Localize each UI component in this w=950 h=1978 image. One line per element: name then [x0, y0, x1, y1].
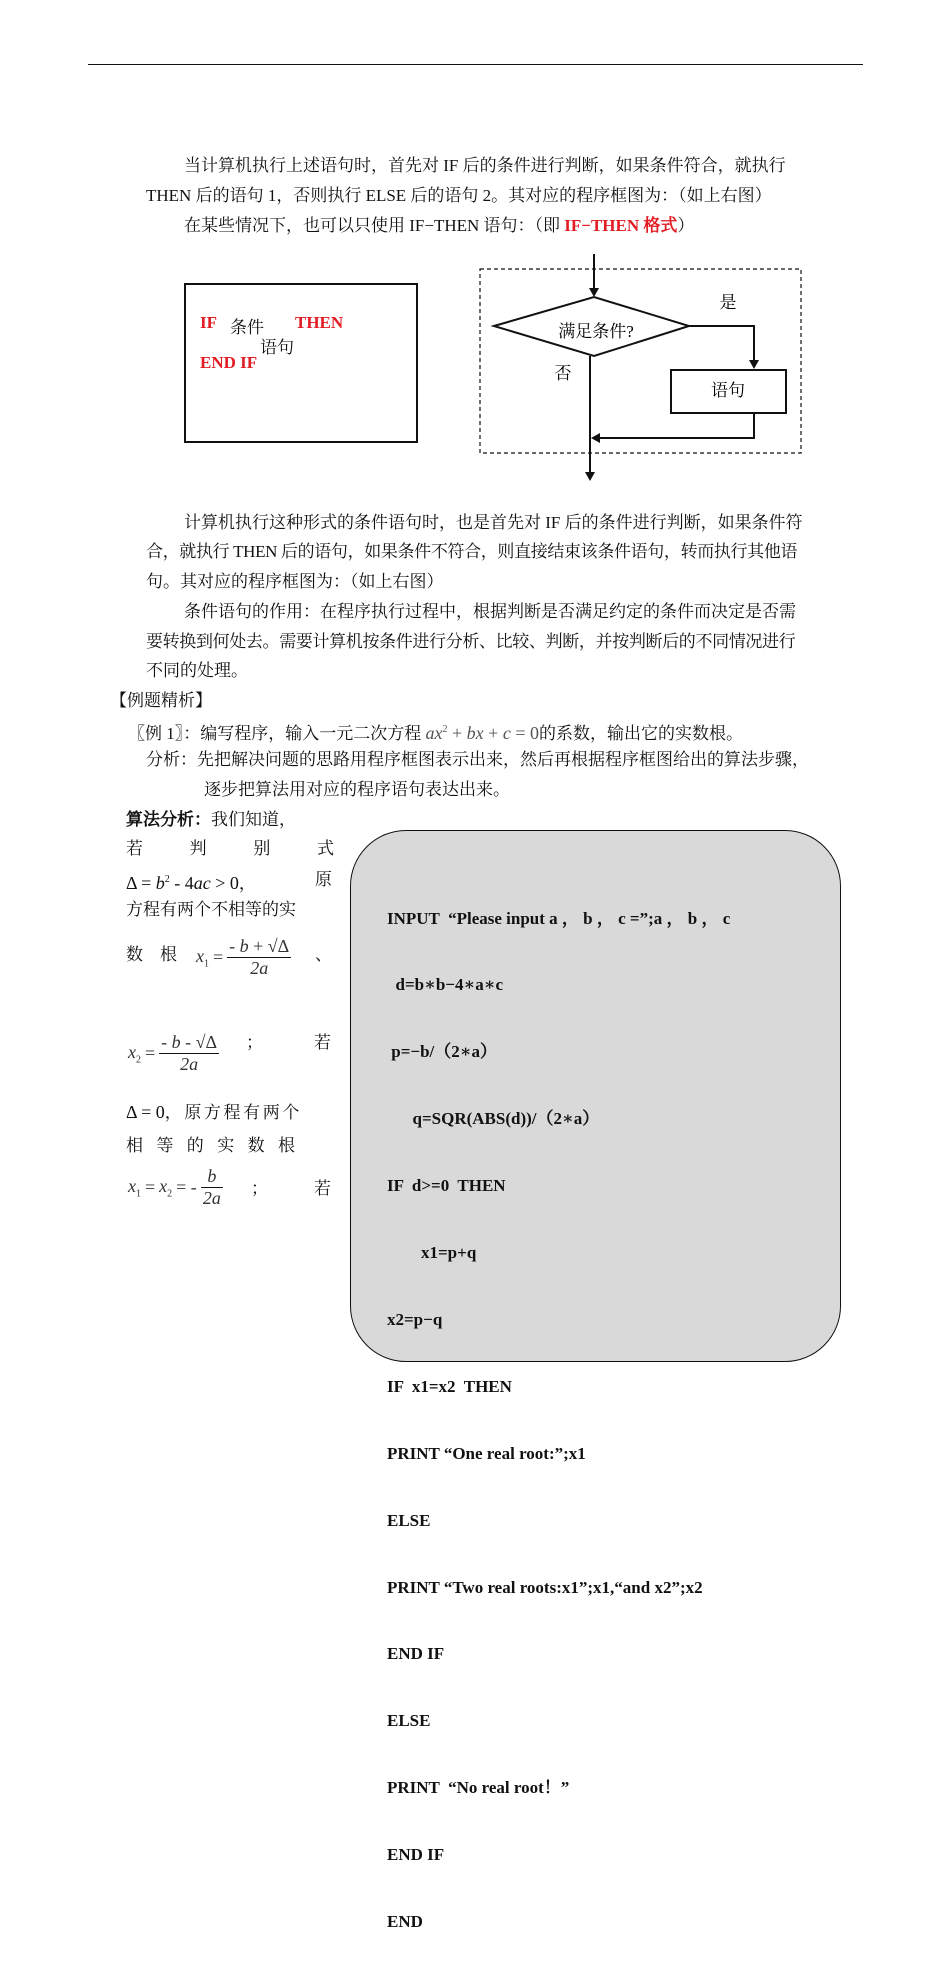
- header-rule: [88, 64, 863, 65]
- root-x2-formula: $x_2$ = $\frac{- b - √\Delta}{2a}$: [128, 1032, 218, 1074]
- algo-title: 算法分析：: [126, 810, 211, 829]
- yes-branch-line: [689, 326, 754, 366]
- analysis-line-1: 分析：先把解决问题的思路用程序框图表示出来，然后再根据程序框图给出的算法步骤，: [146, 750, 809, 769]
- code-line: IF x1=x2 THEN: [387, 1376, 512, 1396]
- root-x1-formula: $x_1$ = $\frac{- b + √\Delta}{2a}$: [196, 936, 290, 978]
- code-line: PRINT “Two real roots:x1”;x1,“and x2”;x2: [387, 1577, 703, 1597]
- code-line: x1=p+q: [387, 1243, 477, 1263]
- entry-arrowhead: [589, 288, 599, 297]
- word-shi: 式: [316, 839, 334, 858]
- algo-title-line: [126, 805, 296, 835]
- exit-arrowhead: [585, 472, 595, 481]
- if-then-format-highlight: IF−THEN 格式: [564, 216, 678, 235]
- algo-line-3: 方程有两个不相等的实: [126, 900, 296, 919]
- no-label: 否: [554, 364, 572, 383]
- paragraph-4-line-3: 不同的处理。: [146, 661, 248, 680]
- statement-label: 语句: [260, 338, 294, 357]
- word-bie: 别: [253, 839, 271, 858]
- code-listing: [387, 863, 730, 1978]
- paragraph-4-line-1: 条件语句的作用：在程序执行过程中，根据判断是否满足约定的条件而决定是否需: [184, 602, 796, 621]
- word-ruo: 若: [126, 839, 143, 858]
- paragraph-1-line-2: THEN 后的语句 1，否则执行 ELSE 后的语句 2。其对应的程序框图为：（如上右图）: [146, 186, 772, 205]
- condition-label: 条件: [230, 318, 264, 337]
- section-title: 【例题精析】: [110, 691, 212, 710]
- paragraph-2-prefix: 在某些情况下，也可以只使用 IF−THEN 语句：（即: [184, 216, 565, 235]
- word-yuan: 原: [315, 870, 332, 889]
- paragraph-3-line-2: 合，就执行 THEN 后的语句，如果条件不符合，则直接结束该条件语句，转而执行其他语: [146, 542, 798, 561]
- decision-text: 满足条件?: [558, 322, 634, 341]
- discriminant-formula-line: $\Delta = b^2 - 4ac > 0$， 原: [126, 865, 334, 899]
- yes-label: 是: [719, 293, 737, 312]
- flowchart: [470, 248, 810, 488]
- equal-roots-line: 相等的实数根: [126, 1136, 309, 1155]
- code-line: PRINT “No real root！”: [387, 1778, 570, 1798]
- then-keyword: THEN: [295, 313, 344, 332]
- paragraph-4-line-2: 要转换到何处去。需要计算机按条件进行分析、比较、判断，并按判断后的不同情况进行: [146, 632, 796, 651]
- quadratic-equation: $ax^2$ + bx + c = 0: [425, 723, 539, 743]
- code-line: d=b∗b−4∗a∗c: [387, 975, 504, 995]
- if-keyword: IF: [200, 313, 217, 332]
- paragraph-2: [184, 211, 694, 241]
- word-ruo-2: 若: [314, 1033, 331, 1052]
- discriminant-line-words: [126, 834, 334, 864]
- discriminant-formula: $\Delta = b^2 - 4ac > 0$: [126, 873, 239, 893]
- delta-zero-formula: Δ = 0: [126, 1102, 165, 1122]
- code-line: p=−b/（2∗a）: [387, 1042, 498, 1062]
- code-box: [350, 830, 841, 1931]
- example-1: [128, 715, 743, 749]
- code-line: q=SQR(ABS(d))/（2∗a）: [387, 1109, 600, 1129]
- example-label: 〖例 1〗: [128, 724, 184, 743]
- code-line: ELSE: [387, 1510, 431, 1530]
- separator-1: 、: [315, 945, 332, 964]
- yes-arrowhead: [749, 360, 759, 369]
- paragraph-1-line-1: 当计算机执行上述语句时，首先对 IF 后的条件进行判断，如果条件符合，就执行: [184, 156, 786, 175]
- code-line: ELSE: [387, 1711, 431, 1731]
- algo-after-title: 我们知道，: [211, 810, 296, 829]
- delta-zero-text: ，原方程有两个: [164, 1103, 302, 1122]
- code-line: END IF: [387, 1845, 445, 1865]
- end-if-keyword: END IF: [200, 353, 258, 372]
- analysis-line-2: 逐步把算法用对应的程序语句表达出来。: [204, 780, 510, 799]
- code-line: IF d>=0 THEN: [387, 1176, 506, 1196]
- paragraph-2-suffix: ）: [677, 216, 695, 235]
- example-text-after: 的系数，输出它的实数根。: [538, 724, 743, 743]
- code-line: END IF: [387, 1644, 445, 1664]
- word-gen: 根: [160, 945, 177, 964]
- syntax-box: [184, 283, 418, 443]
- equal-roots-formula: $x_1$ = $x_2$ = - $\frac{b}{2a}$: [128, 1166, 221, 1208]
- delta-zero-line: [126, 1097, 302, 1128]
- code-line: x2=p−q: [387, 1309, 443, 1329]
- example-text-before: ：编写程序，输入一元二次方程: [183, 724, 422, 743]
- word-pan: 判: [189, 839, 207, 858]
- code-line: END: [387, 1911, 423, 1931]
- process-text: 语句: [711, 381, 745, 400]
- word-shu: 数: [126, 945, 143, 964]
- code-line: PRINT “One real root:”;x1: [387, 1443, 586, 1463]
- paragraph-3-line-3: 句。其对应的程序框图为：（如上右图）: [146, 572, 444, 591]
- code-line: INPUT “Please input a ， b ， c =”;a ， b ， c: [387, 908, 731, 928]
- paragraph-3-line-1: 计算机执行这种形式的条件语句时，也是首先对 IF 后的条件进行判断，如果条件符: [184, 513, 803, 532]
- separator-3: ；: [251, 1179, 268, 1198]
- return-line: [598, 413, 754, 438]
- word-ruo-3: 若: [314, 1179, 331, 1198]
- return-arrowhead: [591, 433, 600, 443]
- separator-2: ；: [246, 1033, 263, 1052]
